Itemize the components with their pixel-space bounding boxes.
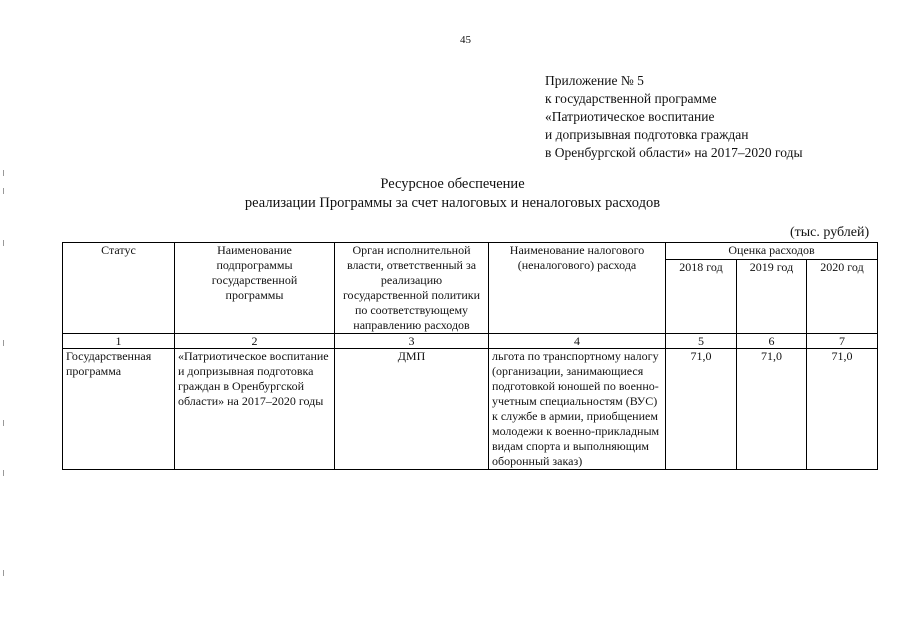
appendix-line: Приложение № 5	[545, 73, 644, 88]
column-number: 4	[489, 334, 666, 349]
column-number: 3	[335, 334, 489, 349]
header-subprogram: Наименование подпрограммы государственной программы	[175, 243, 335, 334]
scan-mark	[3, 170, 4, 176]
units-label: (тыс. рублей)	[790, 225, 870, 240]
cell-tax-expense: льгота по транспортному налогу (организации, занимающиеся подготовкой юношей по военно-учетным специальностям (ВУС) к службе в армии, приобщением молодежи к военно-прикладным видам спорта и выполняющим оборонный заказ)	[489, 349, 666, 470]
header-year-2019: 2019 год	[737, 260, 807, 334]
column-number: 6	[737, 334, 807, 349]
scan-mark	[3, 570, 4, 576]
title-line: реализации Программы за счет налоговых и неналоговых расходов	[244, 195, 661, 211]
appendix-line: «Патриотическое воспитание	[545, 109, 715, 124]
appendix-caption	[545, 72, 803, 162]
cell-value-2019: 71,0	[737, 349, 807, 470]
page-number: 45	[460, 34, 471, 46]
column-number: 7	[807, 334, 878, 349]
cell-value-2020: 71,0	[807, 349, 878, 470]
cell-value-2018: 71,0	[666, 349, 737, 470]
appendix-line: в Оренбургской области» на 2017–2020 годы	[545, 145, 803, 160]
scan-edge-marks	[3, 170, 5, 590]
header-authority: Орган исполнительной власти, ответственный за реализацию государственной политики по соответствующему направлению расходов	[335, 243, 489, 334]
column-number: 5	[666, 334, 737, 349]
scan-mark	[3, 470, 4, 476]
scan-mark	[3, 420, 4, 426]
cell-subprogram: «Патриотическое воспитание и допризывная подготовка граждан в Оренбургской области» на 2017–2020 годы	[175, 349, 335, 470]
title-line: Ресурсное обеспечение	[380, 176, 525, 192]
appendix-line: к государственной программе	[545, 91, 717, 106]
header-estimate: Оценка расходов	[666, 243, 878, 260]
scan-mark	[3, 340, 4, 346]
resource-table	[62, 242, 878, 470]
cell-status: Государственная программа	[63, 349, 175, 470]
column-number: 2	[175, 334, 335, 349]
cell-authority: ДМП	[335, 349, 489, 470]
appendix-line: и допризывная подготовка граждан	[545, 127, 749, 142]
column-number: 1	[63, 334, 175, 349]
column-number-row	[63, 334, 878, 349]
header-tax-expense: Наименование налогового (неналогового) расхода	[489, 243, 666, 334]
document-title	[0, 175, 905, 213]
table-row	[63, 349, 878, 470]
scan-mark	[3, 240, 4, 246]
header-status: Статус	[63, 243, 175, 334]
header-year-2018: 2018 год	[666, 260, 737, 334]
header-year-2020: 2020 год	[807, 260, 878, 334]
scan-mark	[3, 188, 4, 194]
